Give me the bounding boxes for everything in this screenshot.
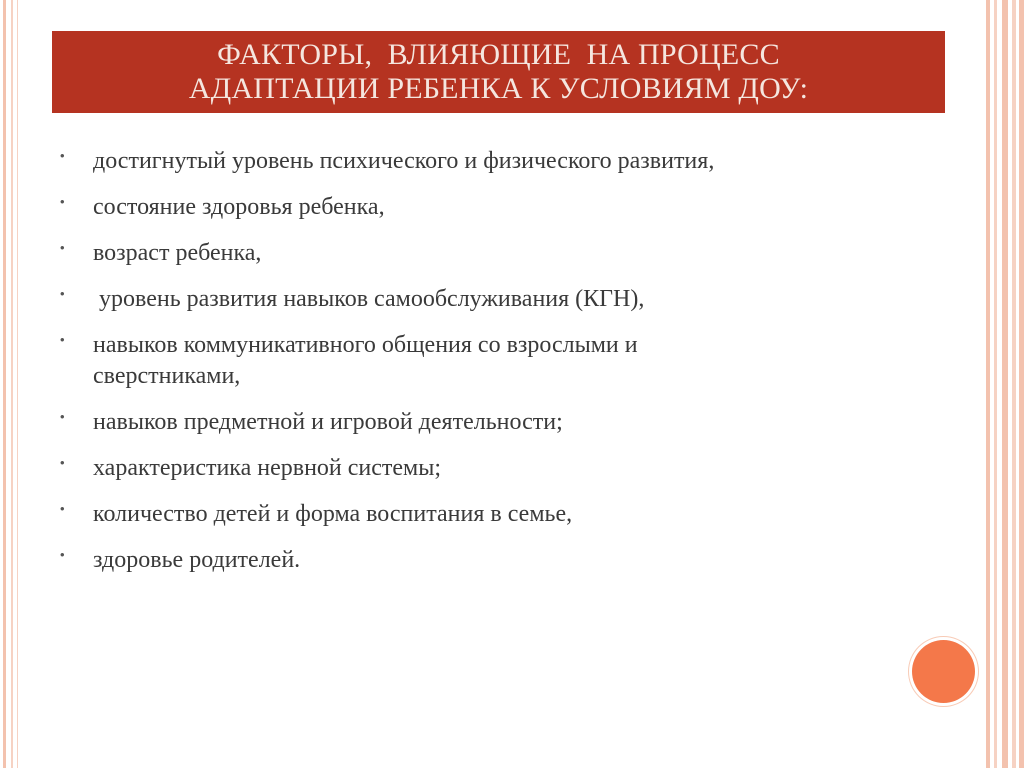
list-item [60,330,960,392]
title-bar [52,31,945,113]
decorative-circle [912,640,975,703]
bullet-icon: • [60,240,65,255]
bullet-icon: • [60,286,65,301]
list-item [60,192,960,223]
list-item [60,238,960,269]
bullet-text: достигнутый уровень психического и физического развития, [93,148,715,174]
bullet-text: количество детей и форма воспитания в семье, [93,501,573,527]
bullet-text: навыков предметной и игровой деятельности; [93,409,563,435]
bullet-text: возраст ребенка, [93,240,262,266]
bullet-text: состояние здоровья ребенка, [93,194,385,220]
bullet-icon: • [60,148,65,163]
bullet-text: характеристика нервной системы; [93,455,442,481]
list-item [60,453,960,484]
list-item [60,146,960,177]
list-item [60,545,960,576]
list-item [60,407,960,438]
bullet-icon: • [60,547,65,562]
title-line: ФАКТОРЫ, ВЛИЯЮЩИЕ НА ПРОЦЕСС [217,38,780,71]
frame-line-right [994,0,997,768]
frame-line-left [11,0,13,768]
list-item [60,499,960,530]
frame-line-right [1002,0,1008,768]
bullet-text: навыков коммуникативного общения со взрослыми и сверстниками, [93,332,638,389]
bullet-list [60,146,960,591]
bullet-text: здоровье родителей. [93,547,301,573]
title-line: АДАПТАЦИИ РЕБЕНКА К УСЛОВИЯМ ДОУ: [188,72,809,105]
frame-line-right [1012,0,1016,768]
bullet-icon: • [60,194,65,209]
bullet-icon: • [60,409,65,424]
bullet-icon: • [60,332,65,347]
bullet-text: уровень развития навыков самообслуживания (КГН), [93,286,645,312]
frame-line-left [3,0,6,768]
frame-line-right [986,0,990,768]
frame-line-left [17,0,18,768]
list-item [60,284,960,315]
bullet-icon: • [60,501,65,516]
bullet-icon: • [60,455,65,470]
frame-line-right [1019,0,1024,768]
